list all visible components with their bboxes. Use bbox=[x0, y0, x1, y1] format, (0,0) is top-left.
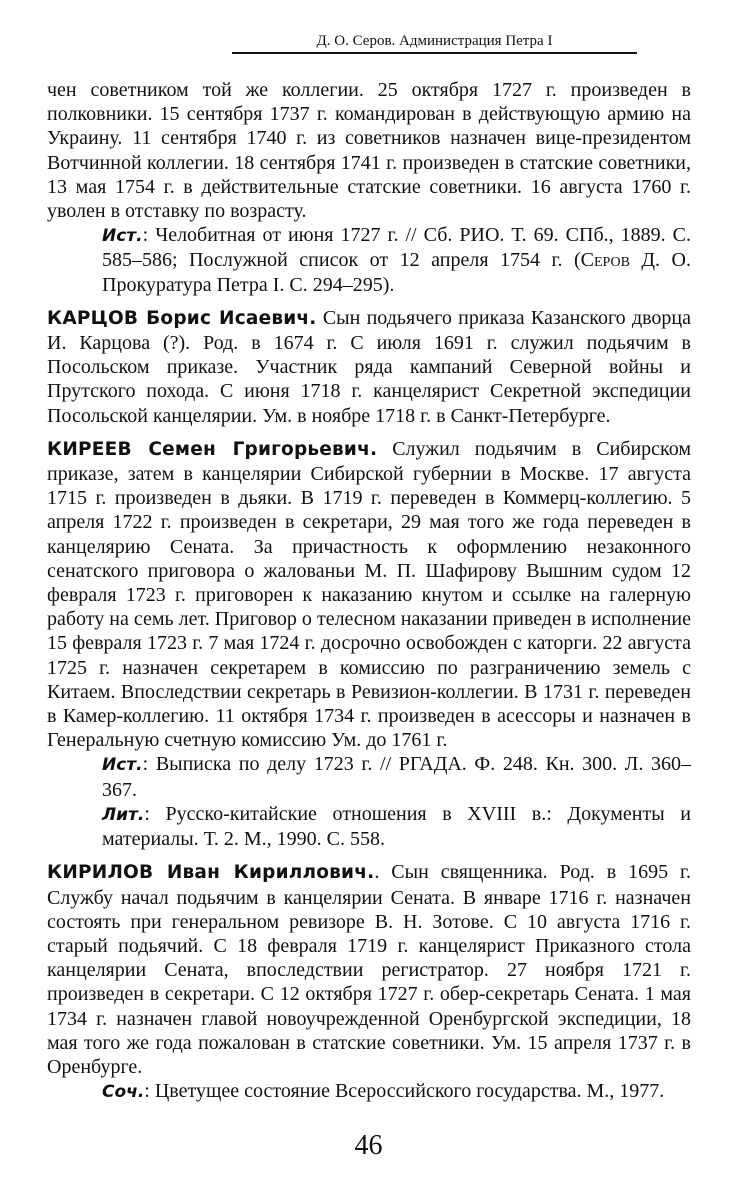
page-number: 46 bbox=[354, 1130, 383, 1161]
running-head-block bbox=[232, 32, 637, 54]
continuation-paragraph: чен советником той же коллегии. 25 октября 1727 г. произведен в полковники. 15 сентября 1737 г. командирован в действующую армию на Украину. 11 сентября 1740 г. из советников назначен вице-президентом Вотчинной коллегии. 18 сентября 1741 г. произведен в статские советники, 13 мая 1754 г. в действительные статские советники. 16 августа 1760 г. уволен в отставку по возрасту. bbox=[47, 79, 691, 223]
entry-source bbox=[47, 752, 691, 801]
entry-kirilov bbox=[47, 860, 691, 1104]
works-label: Соч. bbox=[102, 1082, 145, 1103]
entry-text: . Сын священника. Род. в 1695 г. Службу начал подьячим в канцелярии Сената. В январе 1716 г. назначен состоять при генеральном ревизоре В. Н. Зотове. С 10 августа 1716 г. старый подьячий. С 18 февраля 1719 г. канцелярист Приказного стола канцелярии Сената, впоследствии регистратор. 27 ноября 1721 г. произведен в секретари. С 12 октября 1727 г. обер-секретарь Сената. 1 мая 1734 г. назначен главой новоучрежденной Оренбургской экспедиции, 18 мая того же года пожалован в статские советники. Ум. 15 апреля 1737 г. в Оренбурге. bbox=[47, 861, 692, 1078]
source-text-b: Д. О. Прокуратура Петра I. С. 294–295). bbox=[102, 249, 691, 296]
entry-name: КАРЦОВ Борис Исаевич. bbox=[47, 307, 317, 329]
entry-name: КИРИЛОВ Иван Кириллович. bbox=[47, 862, 375, 884]
continuation-source bbox=[47, 223, 691, 297]
entry-kireev bbox=[47, 437, 691, 851]
running-head: Д. О. Серов. Администрация Петра I bbox=[232, 32, 637, 54]
source-label: Ист. bbox=[102, 755, 143, 776]
works-text: : Цветущее состояние Всероссийского государства. М., 1977. bbox=[144, 1080, 665, 1103]
entry-text: Служил подьячим в Сибирском приказе, затем в канцелярии Сибирской губернии в Москве. 17 августа 1715 г. произведен в дьяки. В 1719 г. переведен в Коммерц-коллегию. 5 апреля 1722 г. произведен в секретари, 29 мая того же года переведен в канцелярию Сената. За причастность к оформлению незаконного сенатского приговора о жалованьи М. П. Шафирову Вышним судом 12 февраля 1723 г. приговорен к наказанию кнутом и ссылке на галерную работу на семь лет. Приговор о телесном наказании приведен в исполнение 15 февраля 1723 г. 7 мая 1724 г. досрочно освобожден с каторги. 22 августа 1725 г. назначен секретарем в комиссию по разграничению земель с Китаем. Впоследствии секретарь в Ревизион-коллегии. В 1731 г. переведен в Камер-коллегию. 11 октября 1734 г. произведен в асессоры и назначен в Генеральную счетную комиссию Ум. до 1761 г. bbox=[47, 437, 692, 752]
literature-text: : Русско-китайские отношения в XVIII в.: Документы и материалы. Т. 2. М., 1990. С. 558. bbox=[102, 802, 691, 851]
source-author: Серов bbox=[580, 249, 630, 272]
source-text-a: : Челобитная от июня 1727 г. // Сб. РИО. Т. 69. СПб., 1889. С. 585–586; Послужной список от 12 апреля 1754 г. ( bbox=[102, 224, 691, 272]
entry-works bbox=[47, 1079, 691, 1104]
page-body bbox=[47, 78, 691, 1104]
entry-literature bbox=[47, 802, 691, 851]
source-label: Ист. bbox=[102, 226, 143, 247]
entry-text: Сын подьячего приказа Казанского дворца И. Карцова (?). Род. в 1674 г. С июля 1691 г. служил подьячим в Посольском приказе. Участник ряда кампаний Северной войны и Прутского похода. С июня 1718 г. канцелярист Секретной экспедиции Посольской канцелярии. Ум. в ноябре 1718 г. в Санкт-Петербурге. bbox=[47, 306, 692, 427]
literature-label: Лит. bbox=[102, 804, 145, 825]
entry-name: КИРЕЕВ Семен Григорьевич. bbox=[47, 438, 378, 460]
source-text: : Выписка по делу 1723 г. // РГАДА. Ф. 248. Кн. 300. Л. 360–367. bbox=[102, 753, 691, 801]
entry-kartsov bbox=[47, 306, 691, 428]
